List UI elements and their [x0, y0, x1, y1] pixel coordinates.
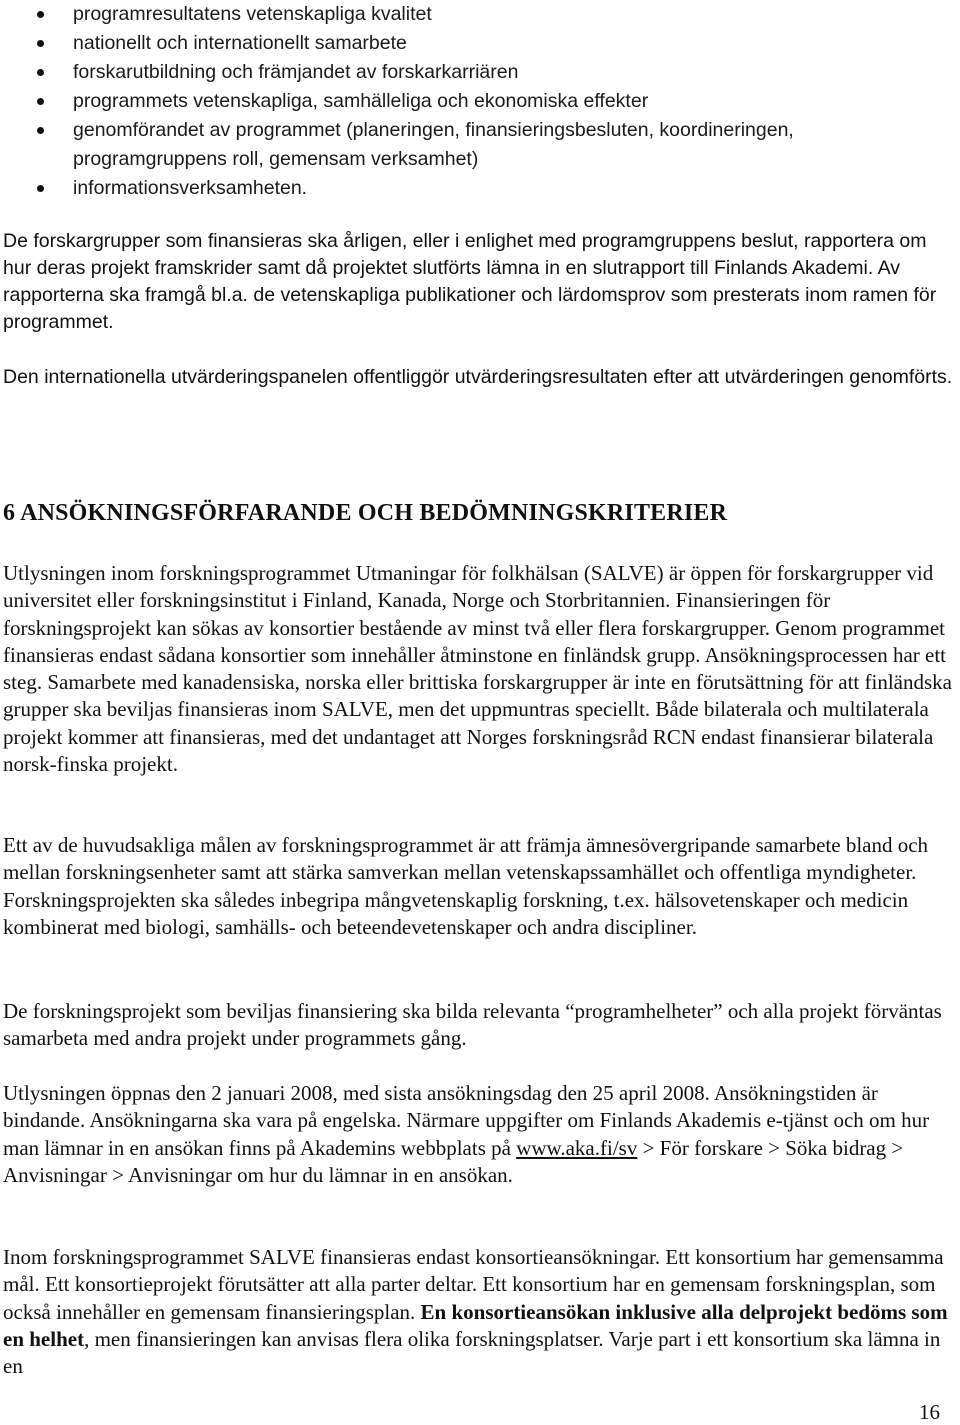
bullet-icon [37, 185, 44, 192]
list-item-text: programmets vetenskapliga, samhälleliga och ekonomiska effekter [73, 90, 649, 112]
call-dates-text: Utlysningen öppnas den 2 januari 2008, med sista ansökningsdag den 25 april 2008. Ansökningstiden är bindande. Ansökningarna ska vara på engelska. Närmare uppgifter om Finlands Akademis e-tjänst och om hur man lämnar in en ansökan finns på Akademins webbplats på [3, 1081, 930, 1160]
consortium-text: Inom forskningsprogrammet SALVE finansieras endast konsortieansökningar. Ett konsortium har gemensamma mål. Ett konsortieprojekt förutsätter att alla parter deltar. Ett konsortium har en gemensam forskningsplan, som också innehåller en gemensam finansieringsplan. [3, 1245, 944, 1324]
list-item [0, 29, 960, 58]
list-item [0, 116, 960, 174]
list-item-text: programresultatens vetenskapliga kvalitet [73, 3, 432, 25]
list-item-text: nationellt och internationellt samarbete [73, 32, 407, 54]
consortium-bold-text: En konsortieansökan inklusive alla delprojekt bedöms som en helhet [3, 1299, 948, 1351]
list-item [0, 0, 960, 29]
paragraph-consortium [3, 1244, 955, 1380]
academy-website-link[interactable]: www.aka.fi/sv [516, 1135, 638, 1160]
page-number: 16 [919, 1400, 940, 1424]
evaluation-criteria-list [0, 0, 960, 203]
bullet-icon [37, 11, 44, 18]
list-item-text: genomförandet av programmet (planeringen, finansieringsbesluten, koordineringen, programgruppens roll, gemensam verksamhet) [73, 119, 794, 170]
paragraph-call-overview: Utlysningen inom forskningsprogrammet Utmaningar för folkhälsan (SALVE) är öppen för forskargrupper vid universitet eller forskningsinstitut i Finland, Kanada, Norge och Storbritannien. Finansieringen för forskningsprojekt kan sökas av konsortier bestående av minst två eller flera forskargrupper. Genom programmet finansieras endast sådana konsortier som innehåller åtminstone en finländsk grupp. Ansökningsprocessen har ett steg. Samarbete med kanadensiska, norska eller brittiska forskargrupper är inte en förutsättning för att finländska grupper ska beviljas finansieras inom SALVE, men det uppmuntras speciellt. Både bilaterala och multilaterala projekt kommer att finansieras, med det undantaget att Norges forskningsråd RCN endast finansierar bilaterala norsk-finska projekt. [3, 561, 952, 777]
list-item [0, 174, 960, 203]
bullet-icon [37, 69, 44, 76]
bullet-icon [37, 127, 44, 134]
bullet-icon [37, 98, 44, 105]
paragraph-call-dates [3, 1080, 955, 1189]
consortium-text-end: , men finansieringen kan anvisas flera olika forskningsplatser. Varje part i ett konsortium ska lämna in en [3, 1326, 941, 1379]
paragraph-reporting: De forskargrupper som finansieras ska årligen, eller i enlighet med programgruppens beslut, rapportera om hur deras projekt framskrider samt då projektet slutförts lämna in en slutrapport till Finlands Akademi. Av rapporterna ska framgå bl.a. de vetenskapliga publikationer och lärdomsprov som presterats inom ramen för programmet. [3, 230, 937, 333]
section-heading: 6 ANSÖKNINGSFÖRFARANDE OCH BEDÖMNINGSKRITERIER [3, 500, 728, 526]
bullet-icon [37, 40, 44, 47]
list-item [0, 58, 960, 87]
paragraph-evaluation-panel: Den internationella utvärderingspanelen offentliggör utvärderingsresultaten efter att utvärderingen genomförts. [3, 366, 953, 388]
paragraph-programme-entities: De forskningsprojekt som beviljas finansiering ska bilda relevanta “programhelheter” och alla projekt förväntas samarbeta med andra projekt under programmets gång. [3, 999, 942, 1051]
paragraph-objectives: Ett av de huvudsakliga målen av forskningsprogrammet är att främja ämnesövergripande samarbete bland och mellan forskningsenheter samt att stärka samverkan mellan vetenskapssamhället och offentliga myndigheter. Forskningsprojekten ska således inbegripa mångvetenskaplig forskning, t.ex. hälsovetenskaper och medicin kombinerat med biologi, samhälls- och beteendevetenskaper och andra discipliner. [3, 833, 929, 939]
list-item [0, 87, 960, 116]
list-item-text: informationsverksamheten. [73, 177, 308, 199]
list-item-text: forskarutbildning och främjandet av forskarkarriären [73, 61, 519, 83]
navigation-path-text: > För forskare > Söka bidrag > Anvisningar > Anvisningar om hur du lämnar in en ansökan. [3, 1135, 904, 1187]
